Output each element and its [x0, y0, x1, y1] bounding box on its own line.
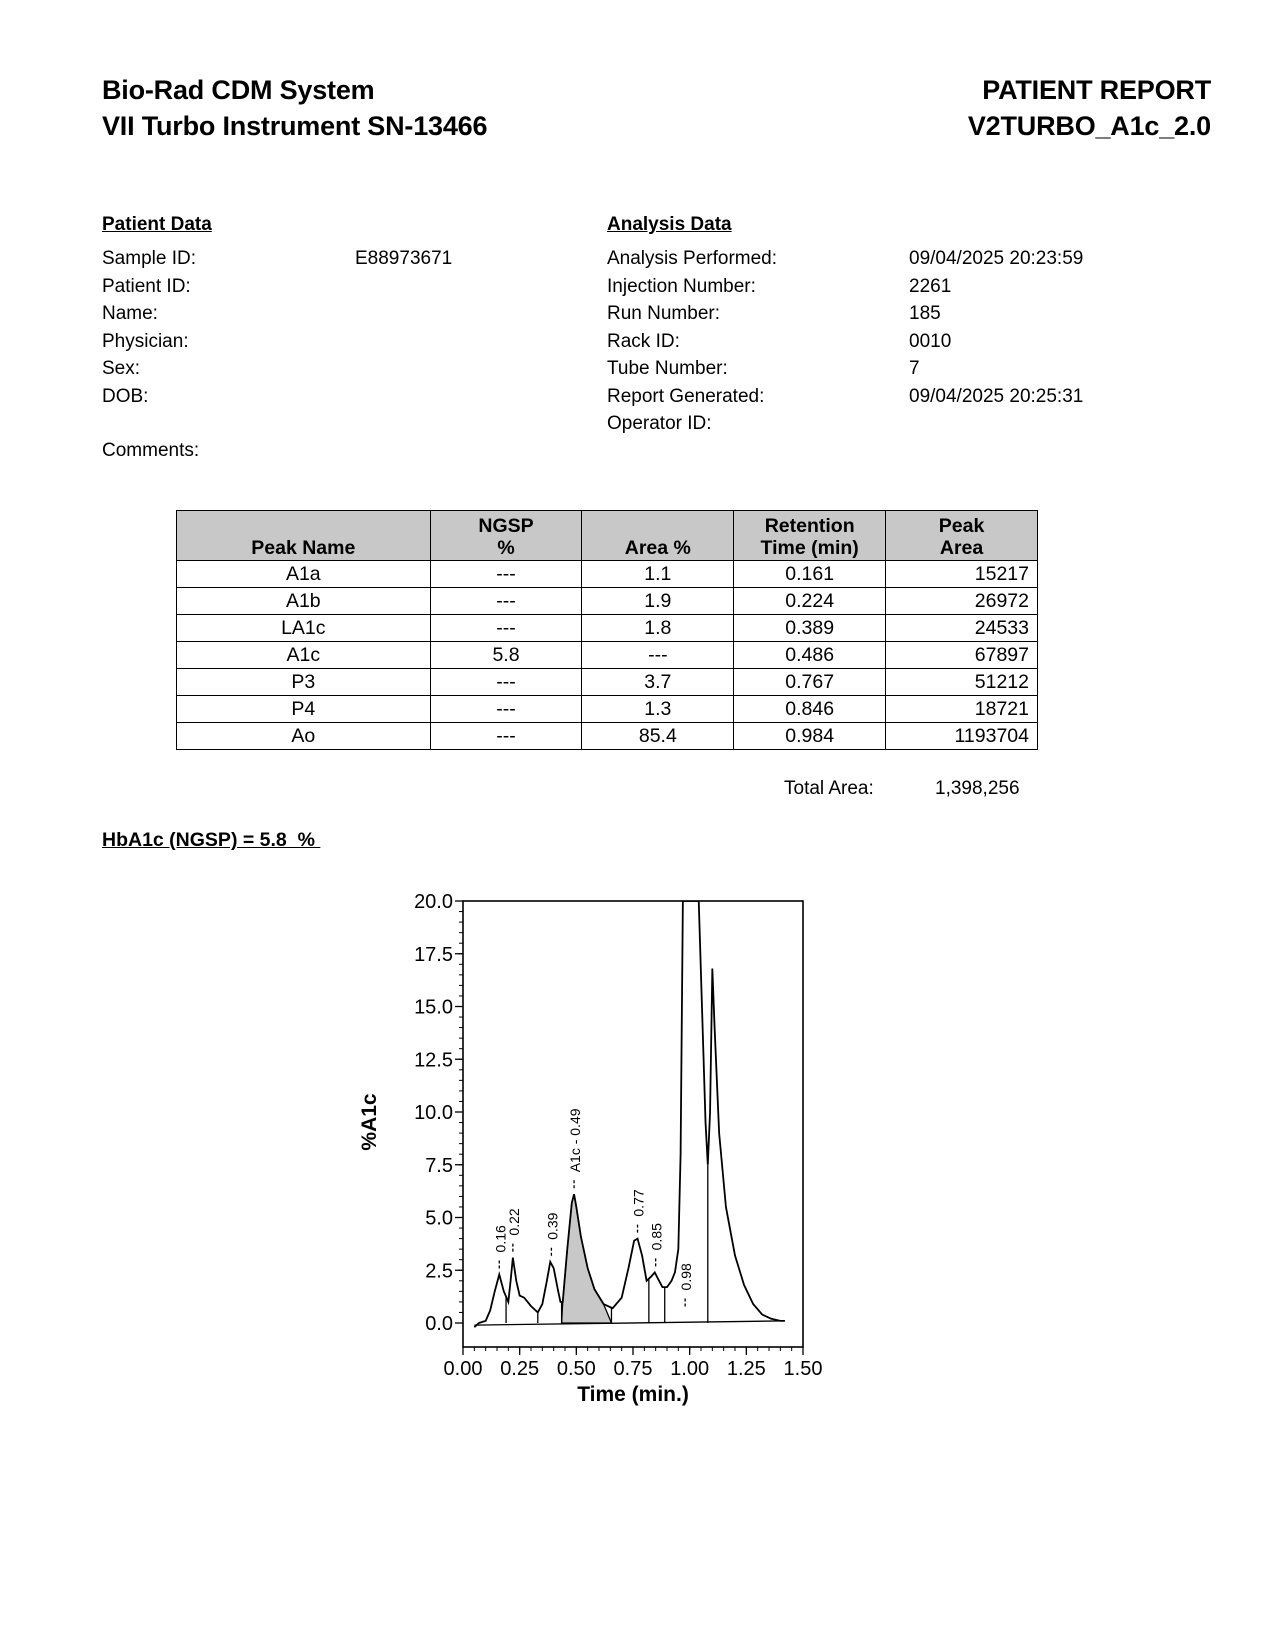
peak-name-cell: LA1c [177, 615, 431, 642]
peak-area-cell: 15217 [886, 561, 1038, 588]
y-tick-label: 10.0 [414, 1102, 453, 1124]
analysis-field-label: Run Number: [607, 303, 720, 324]
peak-area-cell: 18721 [886, 696, 1038, 723]
ngsp-cell: --- [430, 588, 582, 615]
header-retention-time: Retention Time (min) [734, 511, 886, 561]
y-tick-label: 5.0 [425, 1207, 453, 1230]
peak-area-cell: 51212 [886, 669, 1038, 696]
peak-area-cell: 1193704 [886, 723, 1038, 750]
peak-name-cell: P4 [177, 696, 431, 723]
analysis-field-label: Rack ID: [607, 330, 680, 352]
y-tick-label: 0.0 [425, 1313, 453, 1335]
chromatogram-line [474, 901, 785, 1327]
ngsp-cell: --- [430, 723, 582, 750]
retention-time-cell: 0.846 [734, 696, 886, 723]
ngsp-cell: --- [430, 561, 582, 588]
patient-field-label: DOB: [102, 385, 149, 407]
header-peak-name: Peak Name [177, 511, 431, 561]
analysis-performed-value: 09/04/2025 20:23:59 [909, 248, 1084, 269]
report-generated-value: 09/04/2025 20:25:31 [909, 385, 1084, 407]
area-pct-cell: --- [582, 642, 734, 669]
peak-label: 0.98 [678, 1263, 695, 1291]
area-pct-cell: 1.3 [582, 696, 734, 723]
x-tick-label: 0.50 [556, 1358, 596, 1380]
comments-label: Comments: [102, 440, 200, 461]
instrument-name: VII Turbo Instrument SN-13466 [102, 111, 488, 141]
analysis-field-label: Injection Number: [607, 275, 756, 297]
retention-time-cell: 0.984 [734, 723, 886, 750]
analysis-field-label: Report Generated: [607, 385, 765, 407]
total-area-label: Total Area: [784, 778, 874, 799]
y-tick-label: 12.5 [414, 1049, 453, 1072]
total-area-value: 1,398,256 [935, 778, 1020, 799]
run-number-value: 185 [909, 303, 941, 324]
retention-time-cell: 0.486 [734, 642, 886, 669]
peak-area-cell: 26972 [886, 588, 1038, 615]
baseline [474, 1321, 785, 1325]
peak-name-cell: A1c [177, 642, 431, 669]
peak-name-cell: Ao [177, 723, 431, 750]
x-tick-label: 0.25 [500, 1358, 540, 1380]
y-tick-label: 15.0 [414, 996, 453, 1019]
area-pct-cell: 1.8 [582, 615, 734, 642]
x-tick-label: 1.50 [783, 1358, 823, 1380]
peak-label: 0.77 [630, 1189, 647, 1217]
x-axis-label: Time (min.) [577, 1383, 689, 1406]
retention-time-cell: 0.224 [734, 588, 886, 615]
peak-label: 0.22 [505, 1208, 522, 1236]
analysis-field-label: Analysis Performed: [607, 248, 778, 269]
patient-field-label: Patient ID: [102, 275, 191, 297]
analysis-field-label: Tube Number: [607, 358, 728, 379]
ngsp-cell: --- [430, 696, 582, 723]
y-tick-label: 17.5 [414, 943, 453, 966]
analysis-data-title: Analysis Data [607, 214, 732, 235]
peak-area-cell: 24533 [886, 615, 1038, 642]
area-pct-cell: 1.1 [582, 561, 734, 588]
header-ngsp: NGSP % [430, 511, 582, 561]
patient-field-label: Sample ID: [102, 248, 196, 269]
peak-name-cell: P3 [177, 669, 431, 696]
sample-id-value: E88973671 [355, 248, 453, 269]
peak-label: 0.85 [648, 1223, 665, 1251]
retention-time-cell: 0.161 [734, 561, 886, 588]
patient-data-title: Patient Data [102, 214, 212, 235]
patient-field-label: Physician: [102, 330, 189, 352]
y-axis-label: %A1c [358, 1093, 381, 1151]
x-tick-label: 0.75 [613, 1358, 653, 1380]
peak-label: A1c - 0.49 [567, 1108, 584, 1173]
test-method: V2TURBO_A1c_2.0 [967, 111, 1211, 141]
hba1c-result: HbA1c (NGSP) = 5.8 % [102, 829, 321, 851]
rack-id-value: 0010 [909, 330, 952, 352]
x-tick-label: 1.25 [726, 1358, 766, 1380]
y-tick-label: 20.0 [414, 891, 453, 913]
y-tick-label: 7.5 [425, 1154, 453, 1177]
area-pct-cell: 1.9 [582, 588, 734, 615]
ngsp-cell: --- [430, 669, 582, 696]
patient-field-label: Sex: [102, 358, 141, 379]
tube-number-value: 7 [909, 358, 920, 379]
report-type: PATIENT REPORT [982, 75, 1211, 105]
analysis-field-label: Operator ID: [607, 413, 712, 434]
peak-label: 0.39 [544, 1212, 561, 1240]
x-tick-label: 0.00 [443, 1358, 483, 1380]
area-pct-cell: 85.4 [582, 723, 734, 750]
retention-time-cell: 0.767 [734, 669, 886, 696]
y-tick-label: 2.5 [425, 1260, 453, 1283]
x-tick-label: 1.00 [670, 1358, 710, 1380]
header-area-pct: Area % [582, 511, 734, 561]
system-name: Bio-Rad CDM System [102, 75, 375, 105]
area-pct-cell: 3.7 [582, 669, 734, 696]
ngsp-cell: --- [430, 615, 582, 642]
retention-time-cell: 0.389 [734, 615, 886, 642]
header-peak-area: Peak Area [886, 511, 1038, 561]
patient-field-label: Name: [102, 303, 158, 324]
plot-frame [463, 901, 803, 1347]
peak-name-cell: A1a [177, 561, 431, 588]
peak-label: 0.16 [492, 1225, 509, 1253]
ngsp-cell: 5.8 [430, 642, 582, 669]
peak-area-cell: 67897 [886, 642, 1038, 669]
injection-number-value: 2261 [909, 275, 952, 297]
peak-name-cell: A1b [177, 588, 431, 615]
